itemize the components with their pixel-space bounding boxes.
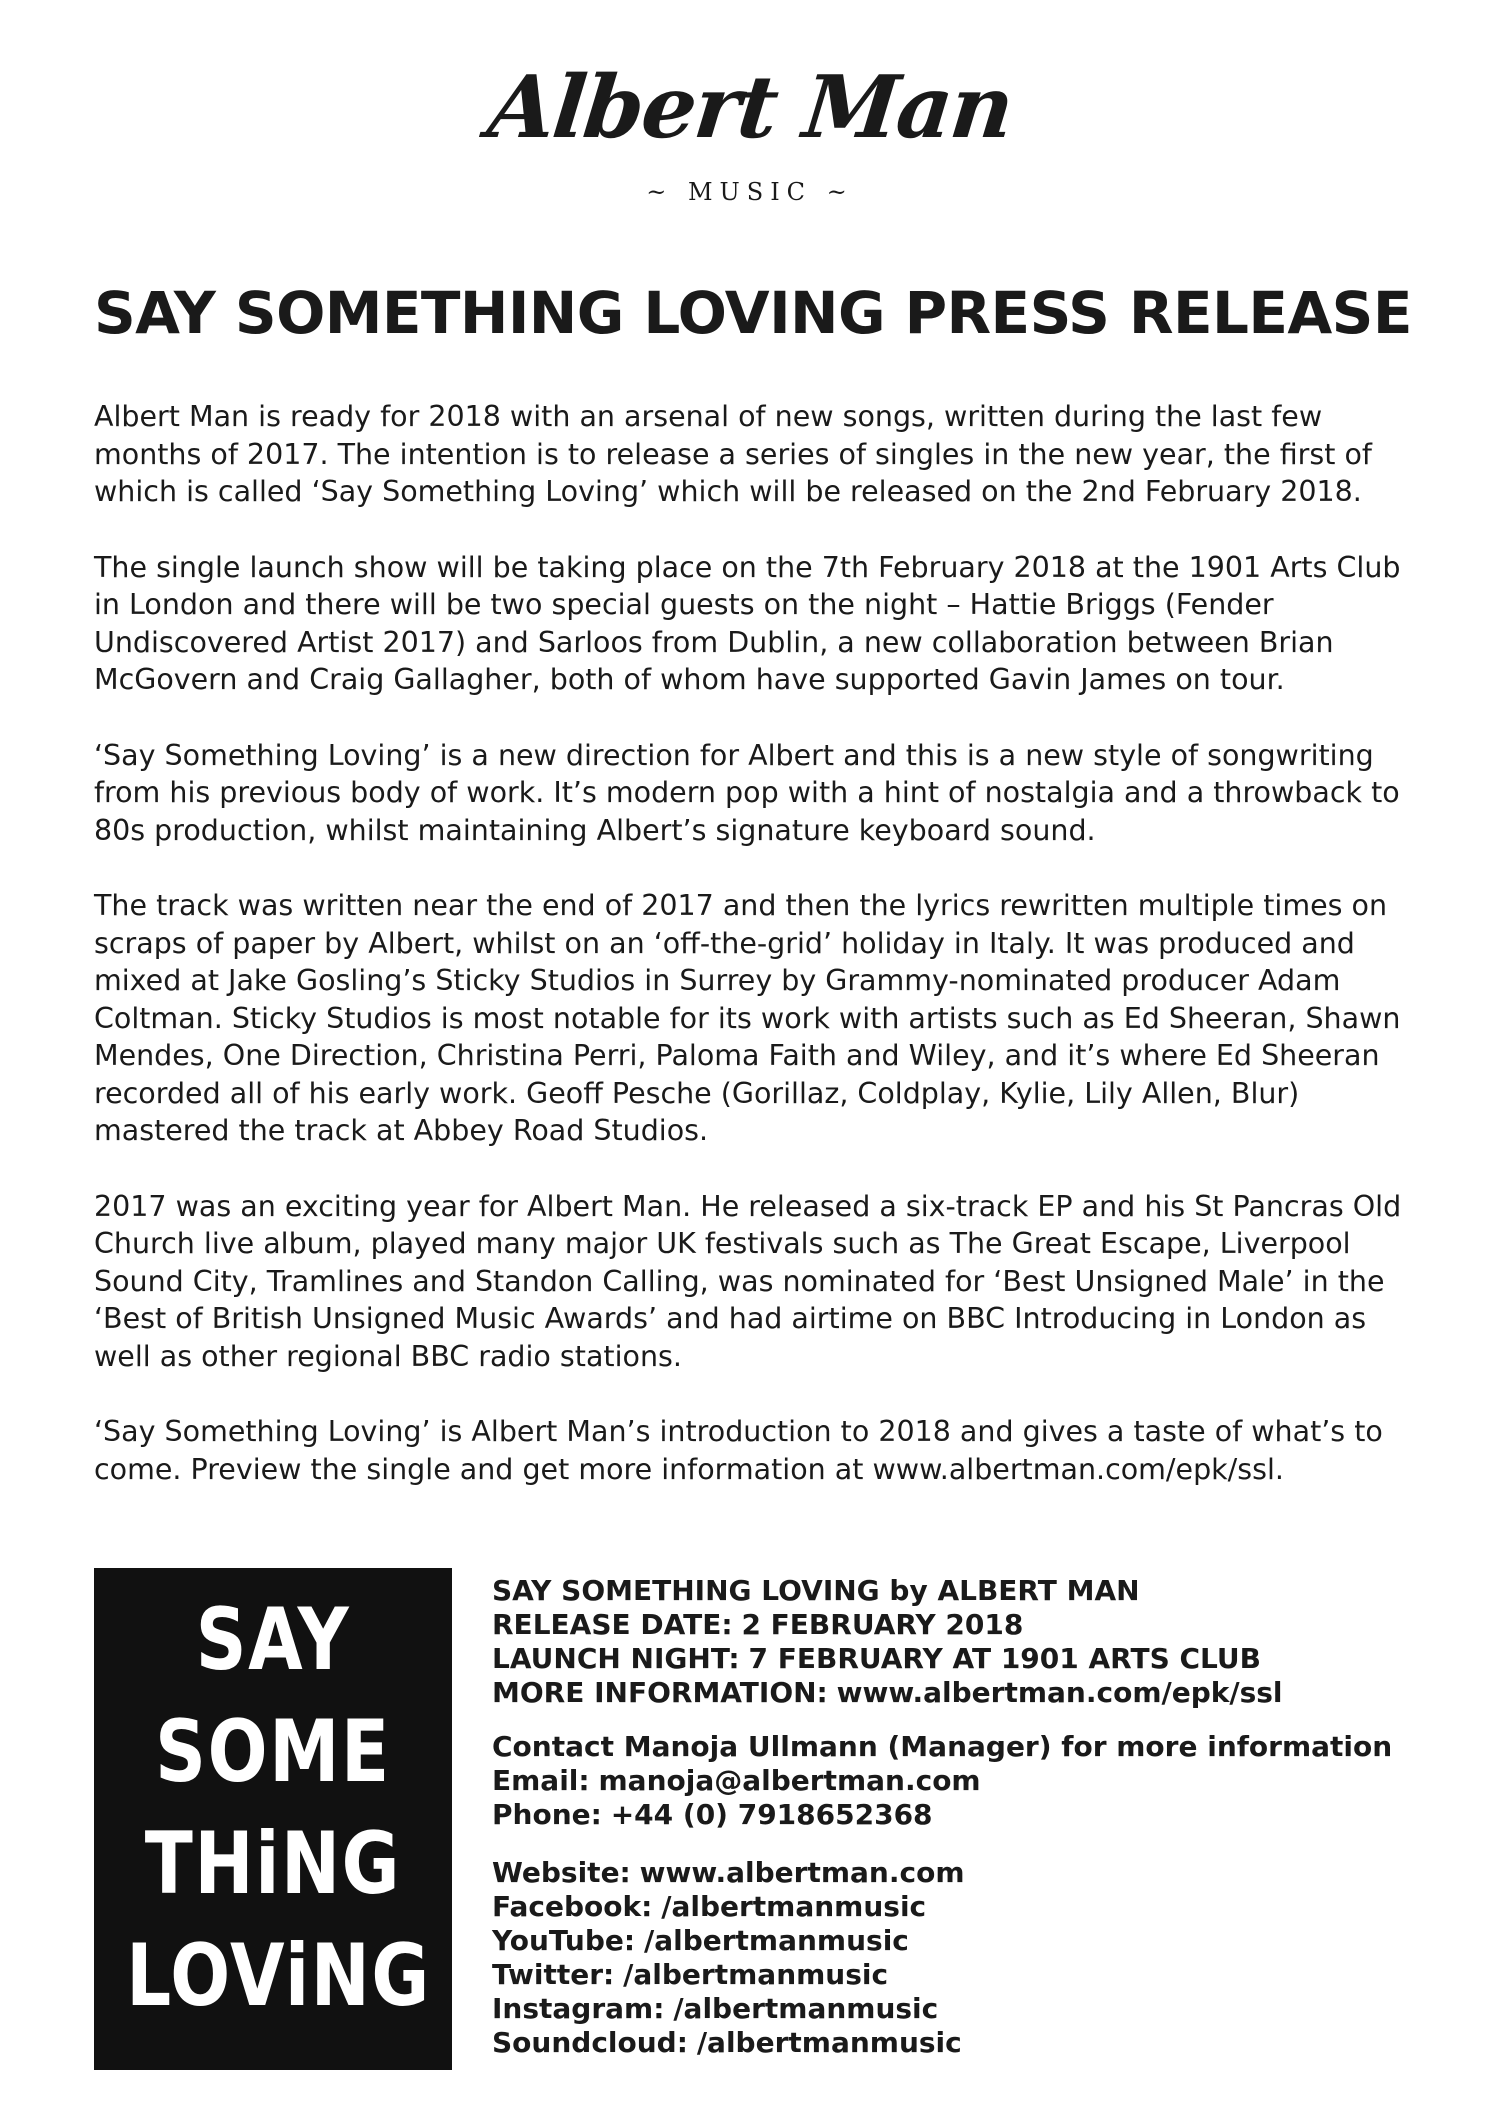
logo-subtitle: ~ MUSIC ~	[646, 178, 854, 206]
launch-night	[492, 1642, 1452, 1676]
release-date-value: 2 FEBRUARY 2018	[741, 1608, 1024, 1641]
release-title: SAY SOMETHING LOVING by ALBERT MAN	[492, 1574, 1140, 1607]
phone-value: +44 (0) 7918652368	[610, 1798, 933, 1831]
cover-line: THiNG	[144, 1814, 402, 1914]
logo-wordmark: Albert Man	[483, 57, 1017, 158]
link-label: YouTube:	[492, 1924, 636, 1957]
launch-night-value: 7 FEBRUARY AT 1901 ARTS CLUB	[748, 1642, 1261, 1675]
paragraph-intro: Albert Man is ready for 2018 with an arsenal of new songs, written during the last few months of 2017. The intention is to release a series of singles in the new year, the first of which is called ‘Say Something Loving’ which will be released on the 2nd February 2018.	[94, 400, 1372, 508]
more-information-label: MORE INFORMATION:	[492, 1676, 828, 1709]
phone-label: Phone:	[492, 1798, 602, 1831]
website-link[interactable]: www.albertman.com	[639, 1856, 965, 1889]
release-info-panel	[492, 1574, 1452, 2060]
contact-email	[492, 1764, 1452, 1798]
paragraph-2017-recap: 2017 was an exciting year for Albert Man. He released a six-track EP and his St Pancras Old Church live album, played many major UK festivals such as The Great Escape, Liverpool Sound City, Tramlines and Standon Calling, was nominated for ‘Best Unsigned Male’ in the ‘Best of British Unsigned Music Awards’ and had airtime on BBC Introducing in London as well as other regional BBC radio stations.	[94, 1189, 1402, 1373]
facebook-link[interactable]: /albertmanmusic	[661, 1890, 927, 1923]
paragraph-production: The track was written near the end of 2017 and then the lyrics rewritten multiple times on scraps of paper by Albert, whilst on an ‘off-the-grid’ holiday in Italy. It was produced and mixed at Jake Gosling’s Sticky Studios in Surrey by Grammy-nominated producer Adam Coltman. Sticky Studios is most notable for its work with artists such as Ed Sheeran, Shawn Mendes, One Direction, Christina Perri, Paloma Faith and Wiley, and it’s where Ed Sheeran recorded all of his early work. Geoff Pesche (Gorillaz, Coldplay, Kylie, Lily Allen, Blur) mastered the track at Abbey Road Studios.	[94, 889, 1401, 1147]
cover-line: LOViNG	[126, 1926, 431, 2026]
cover-line: SOME	[155, 1702, 391, 1802]
paragraph-launch-show: The single launch show will be taking place on the 7th February 2018 at the 1901 Arts Club in London and there will be two special guests on the night – Hattie Briggs (Fender Undiscovered Artist 2017) and Sarloos from Dublin, a new collaboration between Brian McGovern and Craig Gallagher, both of whom have supported Gavin James on tour.	[94, 550, 1401, 696]
press-release-body	[94, 398, 1414, 1526]
page-title: SAY SOMETHING LOVING PRESS RELEASE	[94, 279, 1412, 347]
link-label: Twitter:	[492, 1958, 615, 1991]
launch-night-label: LAUNCH NIGHT:	[492, 1642, 740, 1675]
link-label: Instagram:	[492, 1992, 665, 2025]
link-youtube	[492, 1924, 1452, 1958]
link-label: Website:	[492, 1856, 631, 1889]
link-label: Facebook:	[492, 1890, 653, 1923]
soundcloud-link[interactable]: /albertmanmusic	[696, 2026, 962, 2059]
link-facebook	[492, 1890, 1452, 1924]
more-information	[492, 1676, 1452, 1710]
cover-line: SAY	[195, 1590, 351, 1690]
release-date-label: RELEASE DATE:	[492, 1608, 733, 1641]
youtube-link[interactable]: /albertmanmusic	[643, 1924, 909, 1957]
contact-phone	[492, 1798, 1452, 1832]
link-label: Soundcloud:	[492, 2026, 688, 2059]
paragraph-new-direction: ‘Say Something Loving’ is a new direction for Albert and this is a new style of songwriting from his previous body of work. It’s modern pop with a hint of nostalgia and a throwback to 80s production, whilst maintaining Albert’s signature keyboard sound.	[94, 738, 1400, 847]
email-link[interactable]: manoja@albertman.com	[598, 1764, 981, 1797]
single-cover-art	[94, 1568, 452, 2070]
paragraph-preview: ‘Say Something Loving’ is Albert Man’s introduction to 2018 and gives a taste of what’s to come. Preview the single and get more information at www.albertman.com/epk/ssl.	[94, 1415, 1383, 1486]
release-date	[492, 1608, 1452, 1642]
email-label: Email:	[492, 1764, 590, 1797]
more-information-link[interactable]: www.albertman.com/epk/ssl	[836, 1676, 1283, 1709]
link-twitter	[492, 1958, 1452, 1992]
link-website	[492, 1856, 1452, 1890]
link-instagram	[492, 1992, 1452, 2026]
brand-logo	[0, 58, 1500, 206]
contact-intro: Contact Manoja Ullmann (Manager) for more information	[492, 1730, 1393, 1763]
link-soundcloud	[492, 2026, 1452, 2060]
instagram-link[interactable]: /albertmanmusic	[673, 1992, 939, 2025]
twitter-link[interactable]: /albertmanmusic	[623, 1958, 889, 1991]
